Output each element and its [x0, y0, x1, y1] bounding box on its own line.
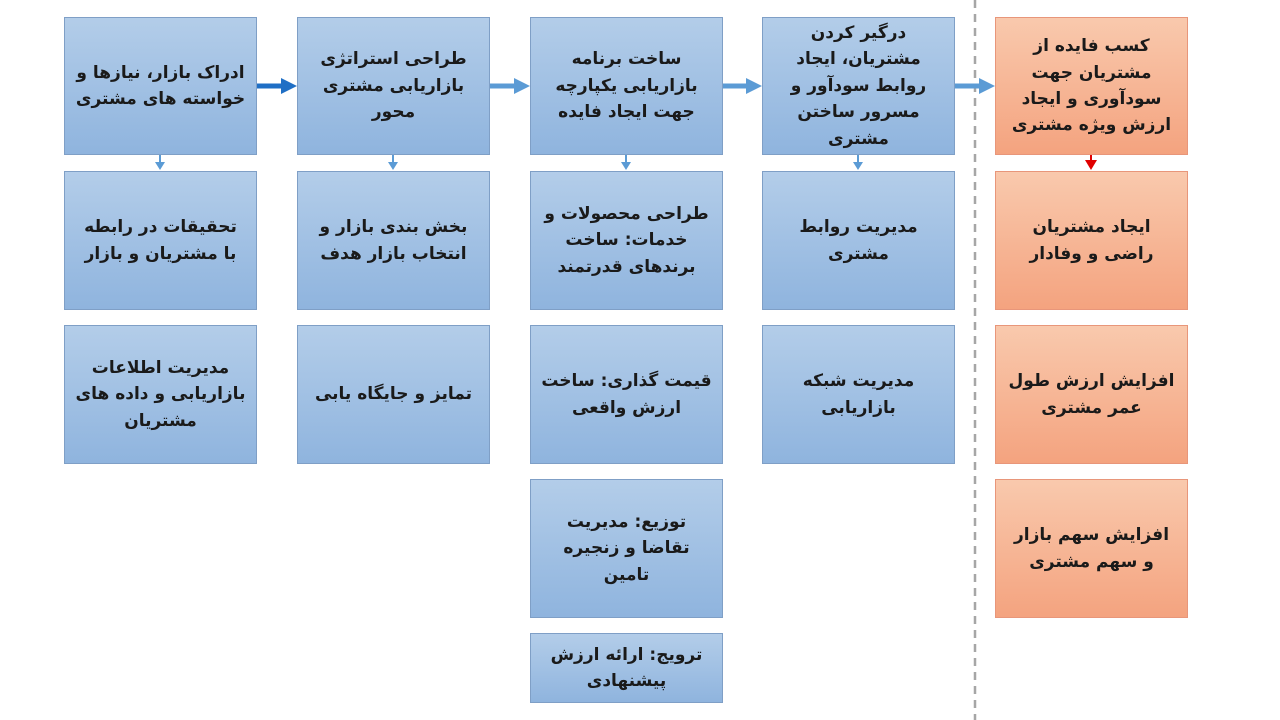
step-1-item-1: تحقیقات در رابطه با مشتریان و بازار — [64, 171, 257, 310]
step-4-item-2: مدیریت شبکه بازاریابی — [762, 325, 955, 464]
arrow-right-1 — [257, 78, 297, 94]
step-3-header: ساخت برنامه بازاریابی یکپارچه جهت ایجاد فایده — [530, 17, 723, 155]
arrow-down-2 — [388, 155, 398, 170]
step-3-item-4: ترویج: ارائه ارزش پیشنهادی — [530, 633, 723, 703]
arrow-right-2 — [490, 78, 530, 94]
step-4-header: درگیر کردن مشتریان، ایجاد روابط سودآور و مسرور ساختن مشتری — [762, 17, 955, 155]
arrow-down-5 — [1085, 155, 1097, 170]
step-2-item-1: بخش بندی بازار و انتخاب بازار هدف — [297, 171, 490, 310]
step-3-item-2: قیمت گذاری: ساخت ارزش واقعی — [530, 325, 723, 464]
step-3-item-1: طراحی محصولات و خدمات: ساخت برندهای قدرتمند — [530, 171, 723, 310]
arrow-down-1 — [155, 155, 165, 170]
step-2-item-2: تمایز و جایگاه یابی — [297, 325, 490, 464]
arrow-down-4 — [853, 155, 863, 170]
step-5-item-1: ایجاد مشتریان راضی و وفادار — [995, 171, 1188, 310]
step-5-item-2: افزایش ارزش طول عمر مشتری — [995, 325, 1188, 464]
step-1-item-2: مدیریت اطلاعات بازاریابی و داده های مشتریان — [64, 325, 257, 464]
step-3-item-3: توزیع: مدیریت تقاضا و زنجیره تامین — [530, 479, 723, 618]
step-5-header: کسب فایده از مشتریان جهت سودآوری و ایجاد ارزش ویژه مشتری — [995, 17, 1188, 155]
step-2-header: طراحی استراتژی بازاریابی مشتری محور — [297, 17, 490, 155]
step-5-item-3: افزایش سهم بازار و سهم مشتری — [995, 479, 1188, 618]
step-4-item-1: مدیریت روابط مشتری — [762, 171, 955, 310]
step-1-header: ادراک بازار، نیازها و خواسته های مشتری — [64, 17, 257, 155]
arrow-down-3 — [621, 155, 631, 170]
arrow-right-3 — [723, 78, 762, 94]
